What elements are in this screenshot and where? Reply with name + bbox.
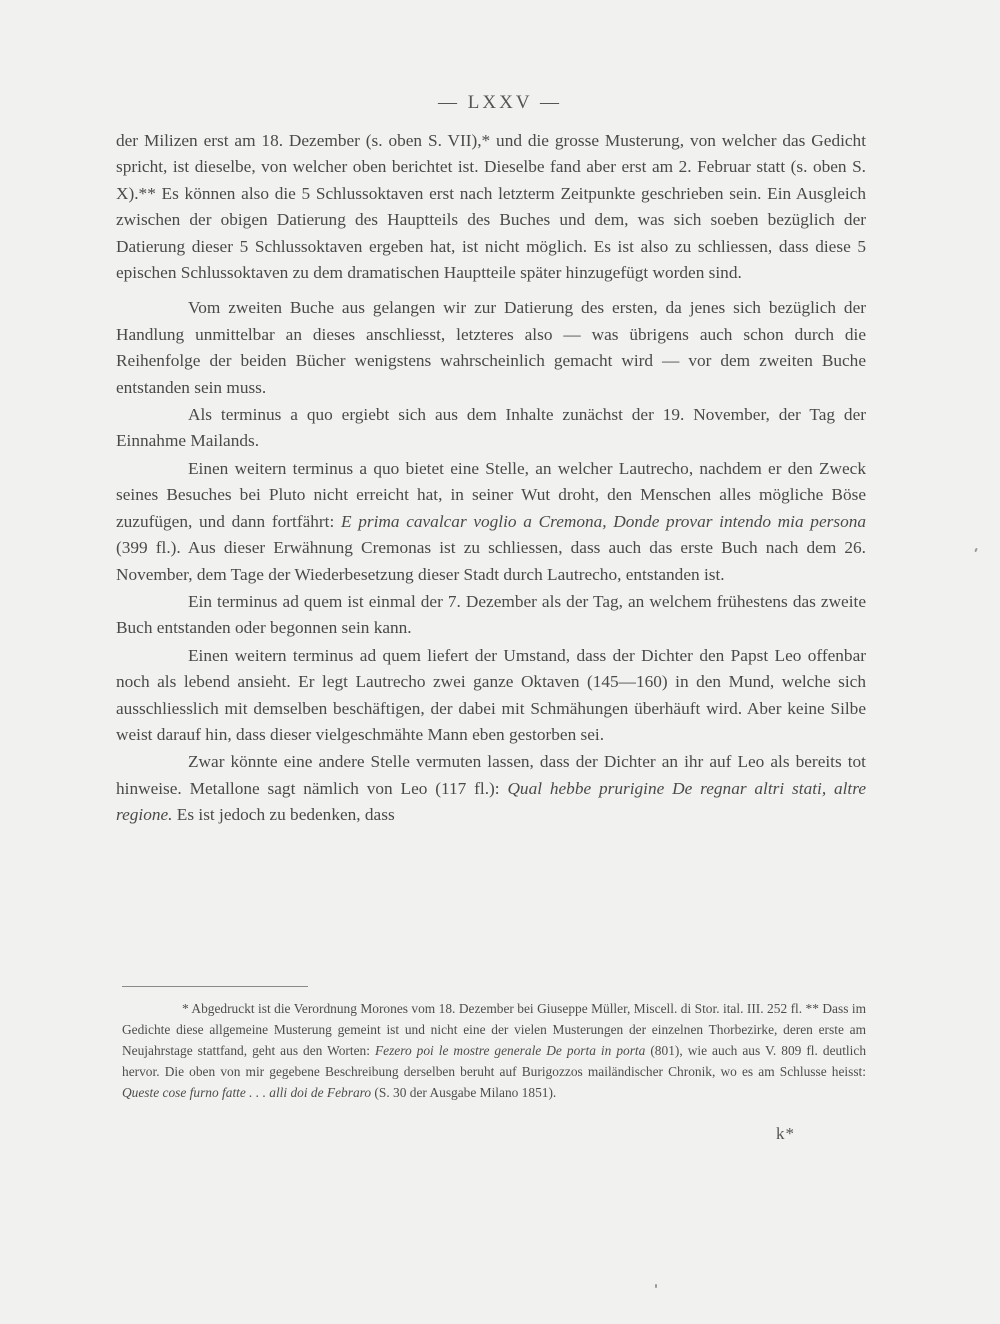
footnote-part-1: * Abgedruckt ist die Verordnung Morones vom 18. Dezember bei Giuseppe Müller, Miscell. di Stor. ital. III. 252 fl. ** Dass im Gedichte diese allgemeine Musterung gemeint ist und nicht eine der vielen Musterungen der einzelnen Thorbezirke, deren erste am Neujahrstage stattfand, geht aus den Worten: xyxy=(122,1001,866,1058)
paragraph-1 xyxy=(116,128,866,286)
paragraph-5 xyxy=(116,589,866,642)
main-text xyxy=(116,128,866,829)
paragraph-2-text: Vom zweiten Buche aus gelangen wir zur Datierung des ersten, da jenes sich bezüglich der Handlung unmittelbar an dieses anschliesst, letzteres also — was übrigens auch schon durch die Reihenfolge der beiden Bücher wenigstens wahrscheinlich gemacht wird — vor dem zweiten Buche entstanden sein muss. xyxy=(116,298,866,397)
paragraph-4 xyxy=(116,456,866,588)
paragraph-7-quote: Qual hebbe prurigine De regnar altri stati, altre regione. xyxy=(116,778,866,825)
paragraph-5-text: Ein terminus ad quem ist einmal der 7. Dezember als der Tag, an welchem frühestens das zweite Buch entstanden oder begonnen sein kann. xyxy=(116,591,866,638)
paragraph-7-text: Zwar könnte eine andere Stelle vermuten lassen, dass der Dichter an ihr auf Leo als bereits tot hinweise. Metallone sagt nämlich von Leo (117 fl.): xyxy=(116,752,866,798)
paragraph-2 xyxy=(116,295,866,401)
running-head: — LXXV — xyxy=(438,92,562,113)
paragraph-6 xyxy=(116,643,866,749)
footnotes xyxy=(122,998,866,1103)
footnote-divider xyxy=(122,986,308,987)
paragraph-1-text: der Milizen erst am 18. Dezember (s. oben S. VII),* und die grosse Musterung, von welcher das Gedicht spricht, ist dieselbe, von welcher oben berichtet ist. Dieselbe fand aber erst am 2. Februar statt (s. oben S. X).** Es können also die 5 Schlussoktaven erst nach letzterm Zeitpunkte geschrieben sein. Ein Ausgleich zwischen der obigen Datierung des Hauptteils des Buches und dem, was sich soeben bezüglich der Datierung dieser 5 Schlussoktaven ergeben hat, ist nicht möglich. Es ist also zu schliessen, dass diese 5 epischen Schlussoktaven zu dem dramatischen Hauptteile später hinzugefügt worden sind. xyxy=(116,131,866,283)
paragraph-4-text: Einen weitern terminus a quo bietet eine Stelle, an welcher Lautrecho, nachdem er den Zweck seines Besuches bei Pluto nicht erreicht hat, in seiner Wut droht, den Menschen alles mögliche Böse zuzufügen, und dann fortfährt: xyxy=(116,458,866,531)
paragraph-3-text: Als terminus a quo ergiebt sich aus dem Inhalte zunächst der 19. November, der Tag der Einnahme Mailands. xyxy=(116,405,866,451)
paragraph-7-text-cont: Es ist jedoch zu bedenken, dass xyxy=(172,805,395,825)
signature-mark: k* xyxy=(776,1124,795,1143)
paragraph-3 xyxy=(116,402,866,455)
footnote-text xyxy=(122,998,866,1103)
paragraph-4-quote: E prima cavalcar voglio a Cremona, Donde provar intendo mia persona xyxy=(340,511,866,531)
footnote-part-3: (S. 30 der Ausgabe Milano 1851). xyxy=(371,1085,557,1100)
footnote-quote-1: Fezero poi le mostre generale De porta in porta xyxy=(374,1043,646,1058)
paper-speck xyxy=(974,548,978,552)
footnote-part-2: (801), wie auch aus V. 809 fl. deutlich hervor. Die oben von mir gegebene Beschreibung derselben beruht auf Burigozzos mailändischer Chronik, wo es am Schlusse heisst: xyxy=(122,1043,867,1079)
paragraph-6-text: Einen weitern terminus ad quem liefert der Umstand, dass der Dichter den Papst Leo offenbar noch als lebend ansieht. Er legt Lautrecho zwei ganze Oktaven (145—160) in den Mund, welche sich ausschliesslich mit demselben beschäftigen, der dabei mit Schmähungen überhäuft wird. Aber keine Silbe weist darauf hin, dass dieser vielgeschmähte Mann eben gestorben sei. xyxy=(116,645,866,744)
paragraph-7 xyxy=(116,749,866,828)
footnote-quote-2: Queste cose furno fatte . . . alli doi de Febraro xyxy=(122,1085,372,1100)
paper-speck xyxy=(655,1284,657,1288)
paragraph-4-text-cont: (399 fl.). Aus dieser Erwähnung Cremonas ist zu schliessen, dass auch das erste Buch nach dem 26. November, dem Tage der Wiederbesetzung dieser Stadt durch Lautrecho, entstanden ist. xyxy=(116,538,866,584)
